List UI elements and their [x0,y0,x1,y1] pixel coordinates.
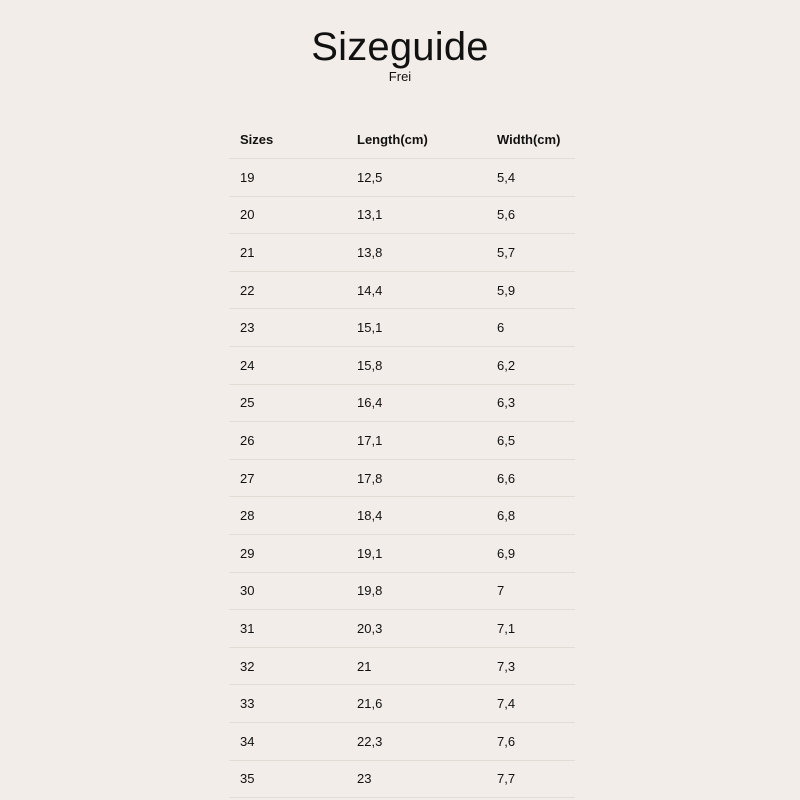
cell-length: 21,6 [357,696,383,712]
table-row [229,234,575,272]
table-row [229,347,575,385]
page-subtitle: Frei [388,69,412,84]
table-header-row [229,121,575,159]
cell-length: 23 [357,771,372,787]
cell-width: 6,3 [497,395,516,411]
table-row [229,685,575,723]
cell-length: 13,1 [357,207,383,223]
cell-size: 34 [240,733,255,749]
cell-width: 7,7 [497,771,516,787]
cell-size: 19 [240,169,255,185]
cell-length: 22,3 [357,733,383,749]
cell-length: 12,5 [357,169,383,185]
cell-width: 6 [497,320,505,336]
cell-width: 6,9 [497,545,516,561]
table-row [229,647,575,685]
header-width: Width(cm) [497,132,561,148]
cell-width: 6,6 [497,470,516,486]
cell-width: 5,9 [497,282,516,298]
header-sizes: Sizes [240,132,274,148]
cell-size: 29 [240,545,255,561]
cell-length: 19,8 [357,583,383,599]
cell-length: 21 [357,658,372,674]
cell-size: 27 [240,470,255,486]
table-row [229,422,575,460]
cell-width: 7,1 [497,621,516,637]
table-row [229,309,575,347]
cell-width: 6,8 [497,508,516,524]
cell-width: 6,2 [497,357,516,373]
cell-length: 18,4 [357,508,383,524]
cell-size: 23 [240,320,255,336]
cell-size: 22 [240,282,255,298]
cell-width: 5,7 [497,245,516,261]
cell-size: 24 [240,357,255,373]
table-row [229,723,575,761]
table-row [229,271,575,309]
table-row [229,572,575,610]
size-table-body [229,159,575,798]
cell-width: 5,4 [497,169,516,185]
cell-length: 19,1 [357,545,383,561]
page-title: Sizeguide [311,24,489,69]
table-row [229,196,575,234]
cell-size: 31 [240,621,255,637]
cell-length: 17,1 [357,433,383,449]
cell-length: 17,8 [357,470,383,486]
cell-length: 20,3 [357,621,383,637]
table-row [229,535,575,573]
cell-size: 28 [240,508,255,524]
cell-width: 7,3 [497,658,516,674]
size-table-head [229,121,575,159]
table-row [229,760,575,798]
cell-width: 7,6 [497,733,516,749]
cell-length: 15,8 [357,357,383,373]
cell-length: 14,4 [357,282,383,298]
table-row [229,459,575,497]
cell-size: 21 [240,245,255,261]
cell-length: 13,8 [357,245,383,261]
table-row [229,159,575,197]
cell-size: 35 [240,771,255,787]
table-row [229,610,575,648]
cell-size: 32 [240,658,255,674]
header-length: Length(cm) [357,132,428,148]
table-row [229,384,575,422]
cell-width: 7 [497,583,505,599]
table-row [229,497,575,535]
cell-length: 15,1 [357,320,383,336]
cell-width: 7,4 [497,696,516,712]
cell-size: 25 [240,395,255,411]
cell-size: 30 [240,583,255,599]
cell-size: 33 [240,696,255,712]
cell-width: 6,5 [497,433,516,449]
cell-length: 16,4 [357,395,383,411]
size-table [229,121,575,798]
cell-size: 26 [240,433,255,449]
cell-size: 20 [240,207,255,223]
cell-width: 5,6 [497,207,516,223]
